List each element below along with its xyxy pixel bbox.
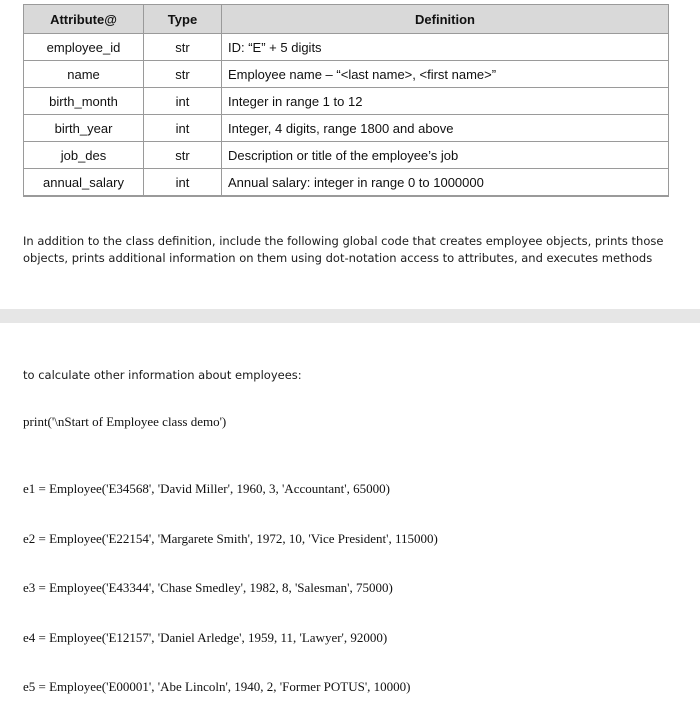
- cell-definition: Integer in range 1 to 12: [222, 88, 669, 115]
- table-row: [24, 88, 669, 115]
- cell-attribute: job_des: [24, 142, 144, 169]
- table-row: [24, 115, 669, 142]
- header-type: Type: [144, 5, 222, 34]
- cell-attribute: employee_id: [24, 34, 144, 61]
- code-block: [23, 448, 438, 712]
- empty-cell: [144, 196, 222, 197]
- table-empty-row: [24, 196, 669, 197]
- cell-attribute: birth_year: [24, 115, 144, 142]
- code-line: e5 = Employee('E00001', 'Abe Lincoln', 1940, 2, 'Former POTUS', 10000): [23, 679, 411, 694]
- cell-attribute: annual_salary: [24, 169, 144, 196]
- instruction-paragraph: In addition to the class definition, include the following global code that creates employee objects, prints those objects, prints additional information on them using dot-notation access to attributes, and executes methods: [23, 234, 664, 265]
- header-attribute: Attribute@: [24, 5, 144, 34]
- table-row: [24, 142, 669, 169]
- table-row: [24, 169, 669, 196]
- cell-definition: Annual salary: integer in range 0 to 1000000: [222, 169, 669, 196]
- cell-type: str: [144, 142, 222, 169]
- attribute-table: [23, 4, 669, 197]
- empty-cell: [222, 196, 669, 197]
- cell-attribute: birth_month: [24, 88, 144, 115]
- header-definition: Definition: [222, 5, 669, 34]
- cell-type: str: [144, 34, 222, 61]
- empty-cell: [24, 196, 144, 197]
- cell-attribute: name: [24, 61, 144, 88]
- cell-type: int: [144, 115, 222, 142]
- code-line: e4 = Employee('E12157', 'Daniel Arledge', 1959, 11, 'Lawyer', 92000): [23, 629, 388, 645]
- code-line: e2 = Employee('E22154', 'Margarete Smith', 1972, 10, 'Vice President', 115000): [23, 530, 438, 546]
- instruction-paragraph-continued: to calculate other information about employees:: [23, 368, 302, 382]
- code-print-line: print('\nStart of Employee class demo'): [23, 414, 227, 429]
- cell-definition: Integer, 4 digits, range 1800 and above: [222, 115, 669, 142]
- page-break-divider: [0, 309, 700, 323]
- table-header-row: [24, 5, 669, 34]
- cell-type: int: [144, 88, 222, 115]
- cell-type: int: [144, 169, 222, 196]
- cell-definition: ID: “E” + 5 digits: [222, 34, 669, 61]
- cell-definition: Description or title of the employee’s job: [222, 142, 669, 169]
- table-row: [24, 61, 669, 88]
- cell-definition: Employee name – “<last name>, <first name>”: [222, 61, 669, 88]
- cell-type: str: [144, 61, 222, 88]
- code-line: e3 = Employee('E43344', 'Chase Smedley', 1982, 8, 'Salesman', 75000): [23, 580, 393, 595]
- table-row: [24, 34, 669, 61]
- code-line: e1 = Employee('E34568', 'David Miller', 1960, 3, 'Accountant', 65000): [23, 481, 390, 496]
